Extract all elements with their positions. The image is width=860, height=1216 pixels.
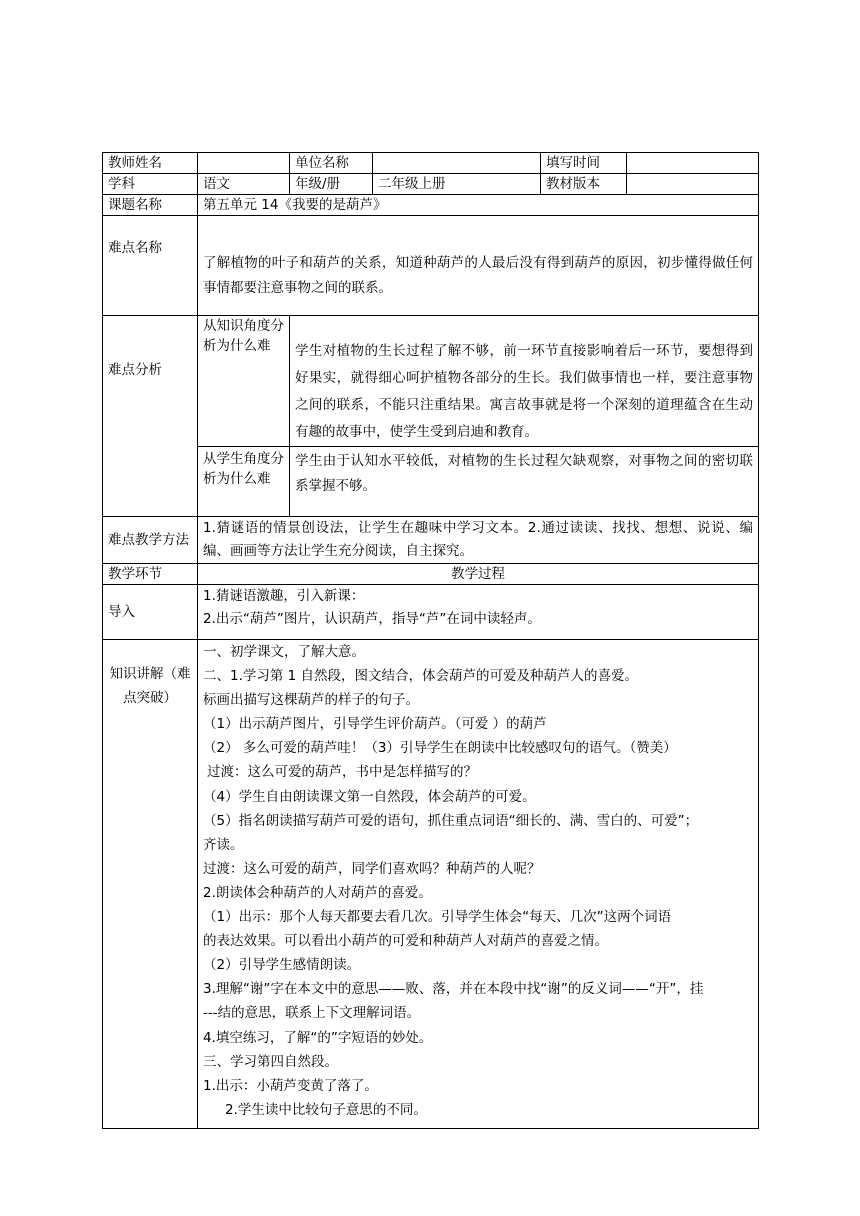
knowledge-cell	[290, 316, 759, 447]
lecture-row	[103, 640, 759, 1129]
knowledge-angle-label: 从知识角度分析为什么难	[198, 316, 290, 447]
lecture-label-text: 知识讲解（难点突破）	[109, 666, 191, 706]
student-cell	[290, 447, 759, 517]
methods-text: 1.猜谜语的情景创设法，让学生在趣味中学习文本。2.通过读读、找找、想想、说说、编编、画画等方法让学生充分阅读，自主探究。	[203, 520, 753, 559]
lecture-line: 一、初学课文，了解大意。	[203, 644, 365, 660]
lecture-line: 三、学习第四自然段。	[203, 1053, 338, 1070]
lecture-label	[103, 640, 198, 1129]
lecture-line: 过渡：这么可爱的葫芦，同学们喜欢吗？种葫芦的人呢？	[203, 860, 541, 877]
intro-row	[103, 585, 759, 640]
unit-label: 单位名称	[290, 153, 373, 174]
intro-label: 导入	[103, 585, 198, 640]
methods-cell	[198, 517, 759, 564]
methods-label: 难点教学方法	[103, 517, 198, 564]
analysis-knowledge-row	[103, 316, 759, 447]
subject-value: 语文	[198, 174, 290, 195]
edition-value	[627, 174, 759, 195]
lecture-line: 齐读。	[203, 836, 244, 853]
lecture-lines	[203, 640, 753, 1122]
lesson-plan-table	[102, 152, 759, 1129]
step-header: 教学环节	[103, 564, 198, 585]
lecture-line: 标画出描写这棵葫芦的样子的句子。	[203, 692, 419, 709]
analysis-label: 难点分析	[103, 316, 198, 517]
difficulty-row	[103, 216, 759, 316]
lecture-line: （2） 多么可爱的葫芦哇！（3）引导学生在朗读中比较感叹句的语气。（赞美）	[203, 740, 677, 757]
lecture-line: （5）指名朗读描写葫芦可爱的语句，抓住重点词语“细长的、满、雪白的、可爱”；	[203, 812, 699, 829]
lecture-line: 2.朗读体会种葫芦的人对葫芦的喜爱。	[203, 884, 432, 901]
grade-value: 二年级上册	[373, 174, 541, 195]
lecture-line: 的表达效果。可以看出小葫芦的可爱和种葫芦人对葫芦的喜爱之情。	[203, 933, 608, 950]
unit-value	[373, 153, 541, 174]
date-value	[627, 153, 759, 174]
student-angle-label: 从学生角度分析为什么难	[198, 447, 290, 517]
intro-cell	[198, 585, 759, 640]
topic-value: 第五单元 14《我要的是葫芦》	[198, 195, 759, 216]
student-angle-text: 学生由于认知水平较低，对植物的生长过程欠缺观察，对事物之间的密切联系掌握不够。	[295, 453, 753, 494]
lecture-line: 1.出示：小葫芦变黄了落了。	[203, 1077, 378, 1094]
process-header: 教学过程	[198, 564, 759, 585]
analysis-student-row	[103, 447, 759, 517]
topic-label: 课题名称	[103, 195, 198, 216]
teacher-label: 教师姓名	[103, 153, 198, 174]
knowledge-angle-text: 学生对植物的生长过程了解不够，前一环节直接影响着后一环节，要想得到好果实，就得细心呵护植物各部分的生长。我们做事情也一样，要注意事物之间的联系，不能只注重结果。寓言故事就是将一个深刻的道理蕴含在生动有趣的故事中，使学生受到启迪和教育。	[295, 343, 753, 440]
lecture-line: ---结的意思，联系上下文理解词语。	[203, 1005, 421, 1022]
difficulty-label: 难点名称	[103, 216, 198, 316]
lecture-cell	[198, 640, 759, 1129]
lecture-line: 3.理解“谢”字在本文中的意思——败、落，并在本段中找“谢”的反义词——“开”，挂	[203, 981, 704, 998]
difficulty-text: 了解植物的叶子和葫芦的关系，知道种葫芦的人最后没有得到葫芦的原因，初步懂得做任何事情都要注意事物之间的联系。	[203, 254, 753, 296]
process-header-row	[103, 564, 759, 585]
difficulty-cell	[198, 216, 759, 316]
subject-row	[103, 174, 759, 195]
subject-label: 学科	[103, 174, 198, 195]
methods-row	[103, 517, 759, 564]
intro-line: 1.猜谜语激趣，引入新课：	[203, 588, 365, 604]
lecture-line: 4.填空练习，了解“的”字短语的妙处。	[203, 1029, 433, 1046]
lecture-line: （2）引导学生感情朗读。	[203, 957, 361, 974]
teacher-value	[198, 153, 290, 174]
date-label: 填写时间	[541, 153, 627, 174]
lecture-line: （1）出示葫芦图片，引导学生评价葫芦。（可爱 ）的葫芦	[203, 716, 547, 733]
lecture-line: 2.学生读中比较句子意思的不同。	[225, 1101, 427, 1118]
edition-label: 教材版本	[541, 174, 627, 195]
intro-line: 2.出示“葫芦”图片，认识葫芦，指导“芦”在词中读轻声。	[203, 611, 541, 627]
lecture-line: （1）出示：那个人每天都要去看几次。引导学生体会“每天、几次”这两个词语	[203, 909, 672, 926]
lecture-line: （4）学生自由朗读课文第一自然段，体会葫芦的可爱。	[203, 788, 536, 805]
topic-row	[103, 195, 759, 216]
teacher-row	[103, 153, 759, 174]
lecture-line: 二、1.学习第 1 自然段，图文结合，体会葫芦的可爱及种葫芦人的喜爱。	[203, 668, 639, 685]
grade-label: 年级/册	[290, 174, 373, 195]
lecture-line: 过渡：这么可爱的葫芦，书中是怎样描写的？	[207, 764, 477, 781]
